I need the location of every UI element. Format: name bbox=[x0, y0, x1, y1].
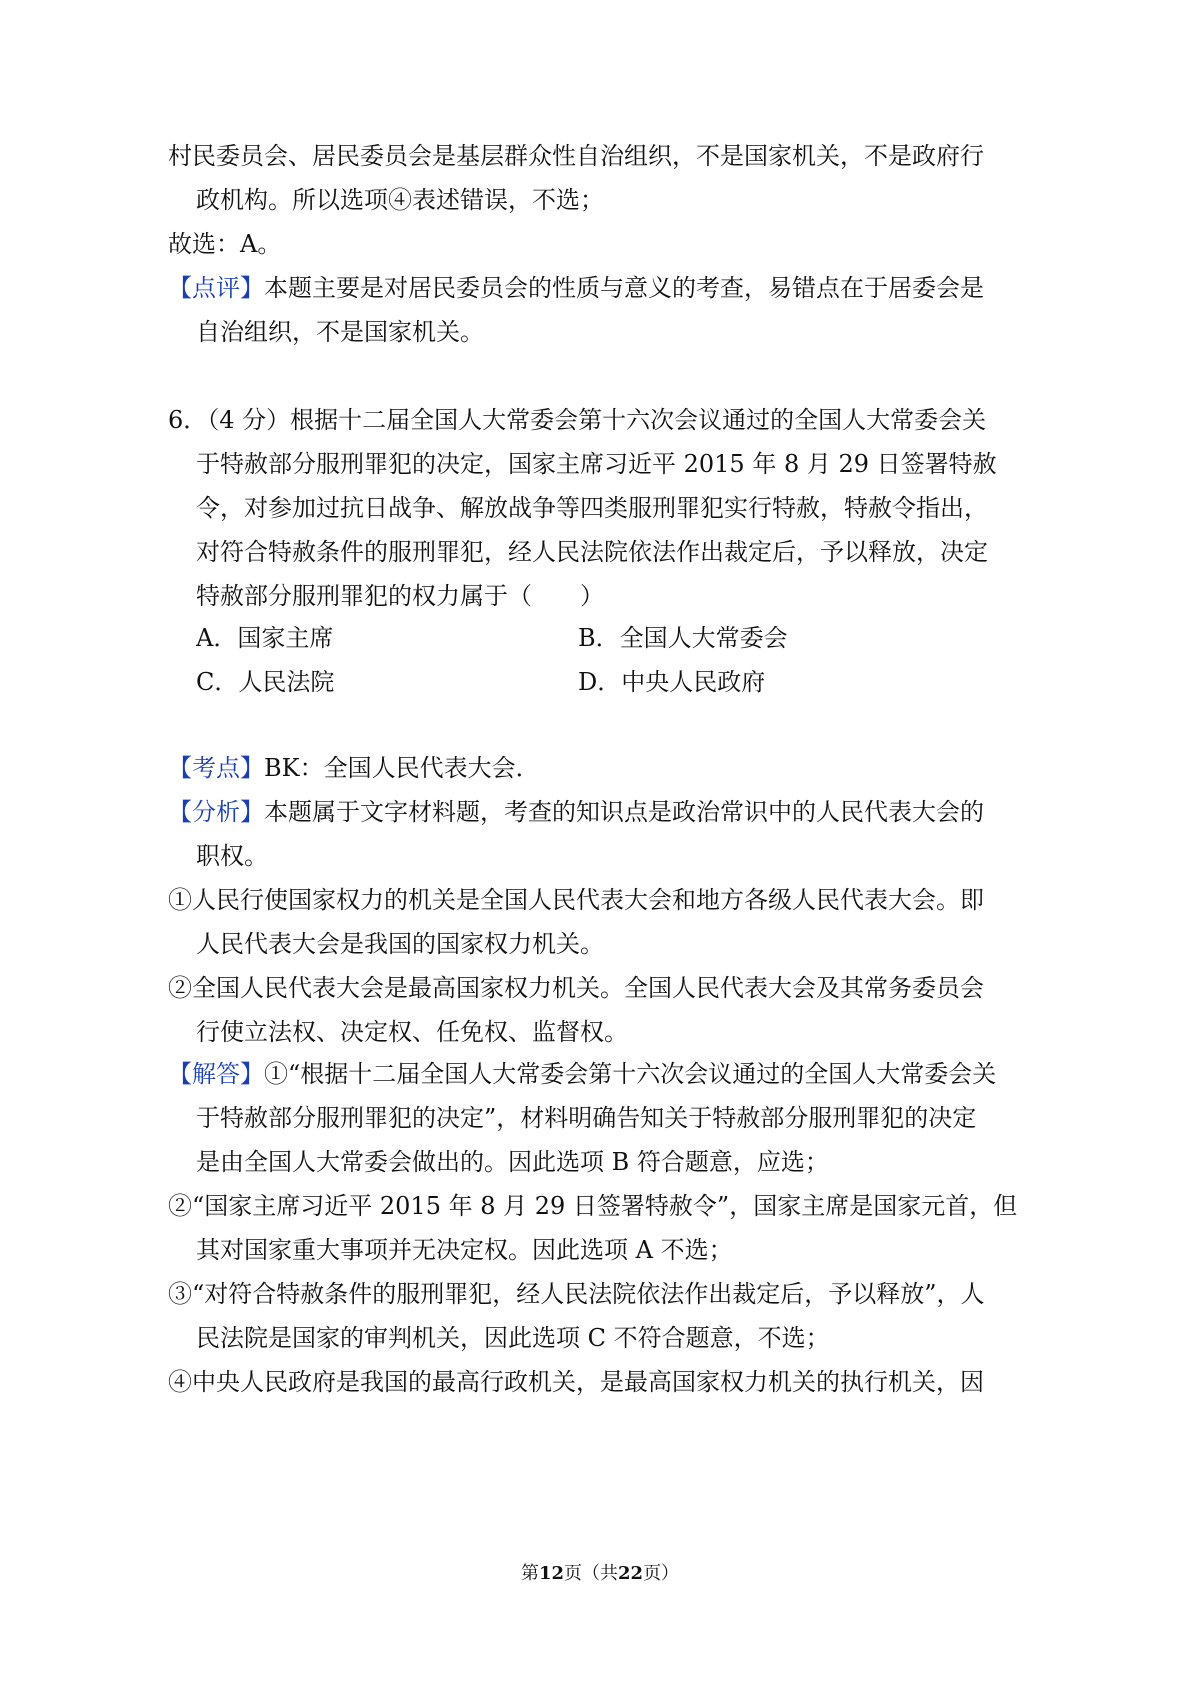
review-tag: 【点评】 bbox=[168, 274, 264, 302]
option-b: B．全国人大常委会 bbox=[578, 624, 788, 652]
jieda-line-3: 是由全国人大常委会做出的。因此选项 B 符合题意，应选； bbox=[196, 1148, 829, 1176]
option-d: D．中央人民政府 bbox=[578, 668, 766, 696]
fenxi bbox=[168, 796, 984, 828]
point2-line-2: 行使立法权、决定权、任免权、监督权。 bbox=[196, 1018, 628, 1046]
jieda-line-2: 于特赦部分服刑罪犯的决定”，材料明确告知关于特赦部分服刑罪犯的决定 bbox=[196, 1104, 977, 1132]
question-line-3: 令，对参加过抗日战争、解放战争等四类服刑罪犯实行特赦，特赦令指出， bbox=[196, 494, 988, 522]
jieda bbox=[168, 1058, 996, 1090]
footer-suffix: 页） bbox=[643, 1563, 680, 1584]
fenxi-tag: 【分析】 bbox=[168, 798, 264, 826]
point1-line-1: ①人民行使国家权力的机关是全国人民代表大会和地方各级人民代表大会。即 bbox=[168, 886, 984, 914]
review-line-2: 自治组织，不是国家机关。 bbox=[196, 318, 484, 346]
footer-middle: 页（共 bbox=[564, 1563, 618, 1584]
point1-line-2: 人民代表大会是我国的国家权力机关。 bbox=[196, 930, 604, 958]
answer2-line-1: ②“国家主席习近平 2015 年 8 月 29 日签署特赦令”，国家主席是国家元首，但 bbox=[168, 1192, 1018, 1220]
footer-prefix: 第 bbox=[520, 1563, 539, 1584]
answer4-line-1: ④中央人民政府是我国的最高行政机关，是最高国家权力机关的执行机关，因 bbox=[168, 1368, 984, 1396]
fenxi-line-1: 本题属于文字材料题，考查的知识点是政治常识中的人民代表大会的 bbox=[264, 798, 984, 826]
point2-line-1: ②全国人民代表大会是最高国家权力机关。全国人民代表大会及其常务委员会 bbox=[168, 974, 984, 1002]
answer2-line-2: 其对国家重大事项并无决定权。因此选项 A 不选； bbox=[196, 1236, 733, 1264]
prev-line-2: 政机构。所以选项④表述错误，不选； bbox=[196, 186, 604, 214]
fenxi-line-2: 职权。 bbox=[196, 842, 268, 870]
kaodian bbox=[168, 752, 540, 784]
prev-answer: 故选：A。 bbox=[168, 230, 282, 258]
review-line-1: 本题主要是对居民委员会的性质与意义的考查，易错点在于居委会是 bbox=[264, 274, 984, 302]
jieda-line-1: ①“根据十二届全国人大常委会第十六次会议通过的全国人大常委会关 bbox=[264, 1060, 997, 1088]
question-line-1: 6．（4 分）根据十二届全国人大常委会第十六次会议通过的全国人大常委会关 bbox=[168, 406, 987, 434]
prev-review bbox=[168, 272, 984, 304]
answer3-line-1: ③“对符合特赦条件的服刑罪犯，经人民法院依法作出裁定后，予以释放”，人 bbox=[168, 1280, 985, 1308]
question-line-2: 于特赦部分服刑罪犯的决定，国家主席习近平 2015 年 8 月 29 日签署特赦 bbox=[196, 450, 997, 478]
page-footer bbox=[0, 1562, 1200, 1586]
jieda-tag: 【解答】 bbox=[168, 1060, 264, 1088]
option-a: A．国家主席 bbox=[196, 624, 334, 652]
prev-line-1: 村民委员会、居民委员会是基层群众性自治组织，不是国家机关，不是政府行 bbox=[168, 142, 984, 170]
page-total: 22 bbox=[618, 1563, 644, 1584]
option-c: C．人民法院 bbox=[196, 668, 335, 696]
page-number: 12 bbox=[538, 1563, 564, 1584]
kaodian-text: BK：全国人民代表大会． bbox=[264, 754, 540, 782]
kaodian-tag: 【考点】 bbox=[168, 754, 264, 782]
answer3-line-2: 民法院是国家的审判机关，因此选项 C 不符合题意，不选； bbox=[196, 1324, 830, 1352]
question-line-4: 对符合特赦条件的服刑罪犯，经人民法院依法作出裁定后，予以释放，决定 bbox=[196, 538, 988, 566]
question-line-5: 特赦部分服刑罪犯的权力属于（ ） bbox=[196, 582, 604, 610]
